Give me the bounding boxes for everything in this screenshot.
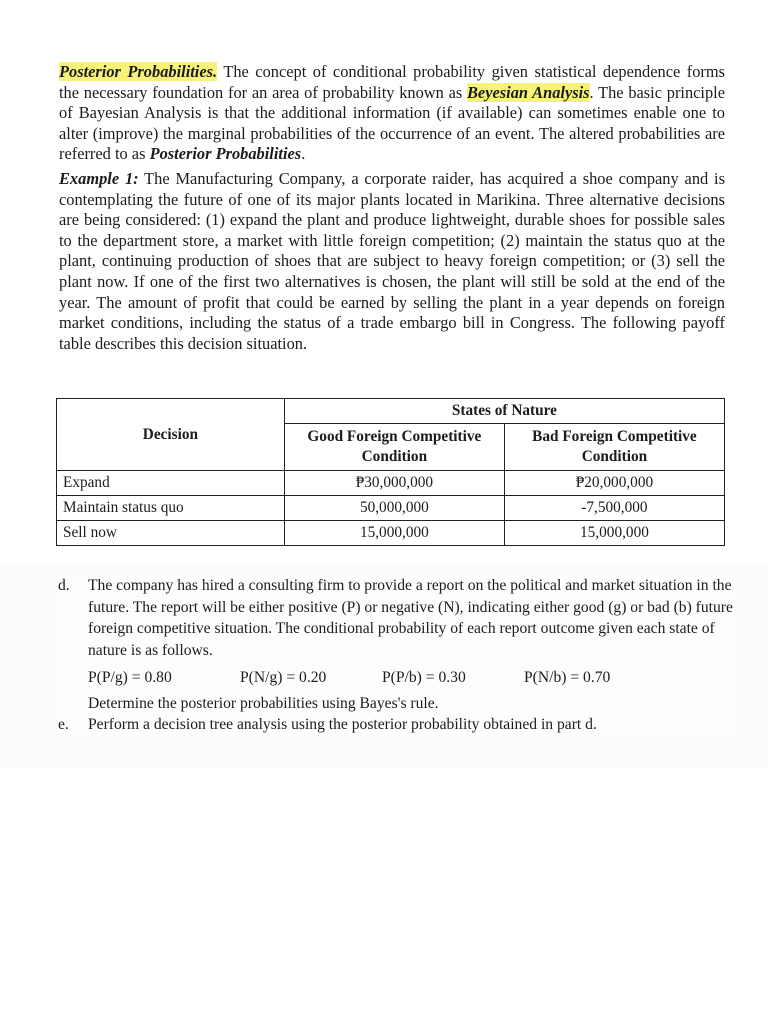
example-text: The Manufacturing Company, a corporate raider, has acquired a shoe company and is contemplating the future of one of its major plants located in Marikina. Three alternative decisions are being considered: (1) expand the plant and produce lightweight, durable shoes for possible sales to the department store, a market with little foreign competition; (2) maintain the status quo at the plant, continuing production of shoes that are subject to heavy foreign competition; or (3) sell the plant now. If one of the first two alternatives is chosen, the plant will still be sold at the end of the year. The amount of profit that could be earned by selling the plant in a year depends on foreign market conditions, including the status of a trade embargo bill in Congress. The following payoff table describes this decision situation. — [59, 168, 725, 353]
probability-list — [88, 667, 738, 689]
part-d — [58, 575, 738, 714]
decision-header: Decision — [57, 399, 285, 471]
part-e-marker: e. — [58, 716, 69, 733]
part-e — [58, 714, 738, 736]
example-label: Example 1: — [59, 168, 139, 188]
good-value-cell: 50,000,000 — [284, 496, 504, 521]
good-condition-header: Good Foreign Competitive Condition — [284, 424, 504, 471]
intro-paragraph — [59, 62, 725, 165]
bad-value-cell: ₱20,000,000 — [504, 471, 724, 496]
part-e-text: Perform a decision tree analysis using the posterior probability obtained in part d. — [88, 716, 597, 733]
decision-cell: Sell now — [57, 521, 285, 546]
prob-p-given-b: P(P/b) = 0.30 — [382, 669, 466, 686]
intro-text-2: . The basic principle of Bayesian Analysis is that the additional information (if available) can sometimes enable one to alter (improve) the marginal probabilities of the occurrence of an event. The altered probabilities are referred to as — [59, 82, 726, 164]
states-header: States of Nature — [284, 399, 724, 424]
payoff-table — [56, 398, 725, 546]
term-highlight: Beyesian Analysis — [467, 82, 590, 102]
questions-section — [58, 575, 738, 736]
decision-cell: Maintain status quo — [57, 496, 285, 521]
table-row — [57, 471, 725, 496]
intro-text-1: The concept of conditional probability given statistical dependence forms the necessary foundation for an area of probability known as — [59, 62, 725, 102]
part-d-text: The company has hired a consulting firm to provide a report on the political and market situation in the future. The report will be either positive (P) or negative (N), indicating either good (g) or bad (b) future foreign competitive situation. The conditional probability of each report outcome given each state of nature is as follows. — [88, 577, 733, 659]
example-paragraph — [59, 169, 725, 354]
heading-highlight: Posterior Probabilities. — [59, 62, 218, 81]
part-d-task: Determine the posterior probabilities using Bayes's rule. — [88, 694, 439, 712]
intro-section — [59, 62, 725, 354]
bad-value-cell: 15,000,000 — [504, 521, 724, 546]
table-row — [57, 521, 725, 546]
bad-value-cell: -7,500,000 — [504, 496, 724, 521]
part-d-marker: d. — [58, 577, 70, 594]
bad-condition-header: Bad Foreign Competitive Condition — [504, 424, 724, 471]
good-value-cell: 15,000,000 — [284, 521, 504, 546]
prob-n-given-b: P(N/b) = 0.70 — [524, 669, 611, 686]
prob-n-given-g: P(N/g) = 0.20 — [240, 669, 327, 686]
payoff-table-wrapper — [56, 398, 725, 546]
good-value-cell: ₱30,000,000 — [284, 471, 504, 496]
term-posterior: Posterior Probabilities — [149, 144, 302, 164]
prob-p-given-g: P(P/g) = 0.80 — [88, 669, 172, 686]
intro-text-3: . — [301, 144, 306, 164]
decision-cell: Expand — [57, 471, 285, 496]
table-row — [57, 496, 725, 521]
